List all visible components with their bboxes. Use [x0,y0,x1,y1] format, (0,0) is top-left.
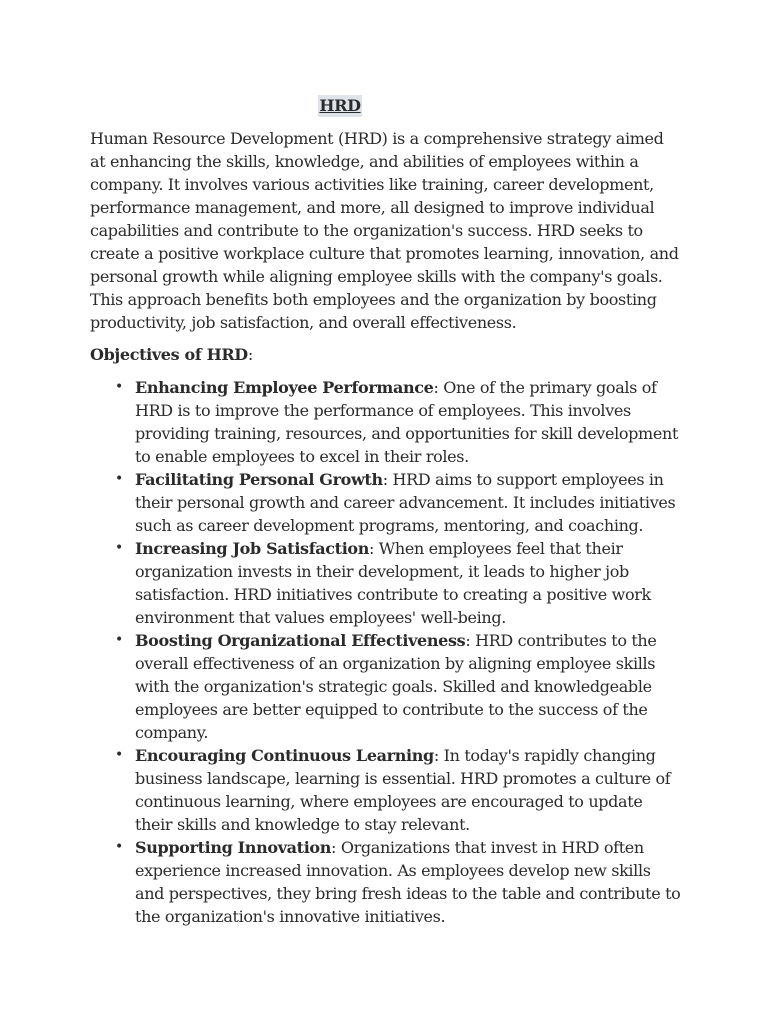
bullet-icon: • [115,540,123,556]
objectives-heading-colon: : [247,345,253,364]
list-item [90,376,682,468]
list-item [90,744,682,836]
objective-text: : One of the primary goals of HRD is to improve the performance of employees. This involves providing training, resources, and opportunities for skill development to enable employees to excel in their roles. [135,378,679,466]
document-page [90,94,682,928]
title-container [0,94,680,120]
objective-text: : In today's rapidly changing business landscape, learning is essential. HRD promotes a culture of continuous learning, where employees are encouraged to update their skills and knowledge to stay relevant. [135,746,671,834]
intro-paragraph: Human Resource Development (HRD) is a comprehensive strategy aimed at enhancing the skills, knowledge, and abilities of employees within a company. It involves various activities like training, career development, performance management, and more, all designed to improve individual capabilities and contribute to the organization's success. HRD seeks to create a positive workplace culture that promotes learning, innovation, and personal growth while aligning employee skills with the company's goals. This approach benefits both employees and the organization by boosting productivity, job satisfaction, and overall effectiveness. [90,129,679,332]
bullet-icon: • [115,471,123,487]
objective-text: : When employees feel that their organization invests in their development, it leads to higher job satisfaction. HRD initiatives contribute to creating a positive work environment that values employees' well-being. [135,539,651,627]
objective-term: Supporting Innovation [135,838,332,857]
objective-text: : HRD contributes to the overall effectiveness of an organization by aligning employee skills with the organization's strategic goals. Skilled and knowledgeable employees are better equipped to contribute to the success of the company. [135,631,657,742]
objective-term: Facilitating Personal Growth [135,470,383,489]
bullet-icon: • [115,632,123,648]
list-item [90,629,682,744]
objective-term: Increasing Job Satisfaction [135,539,370,558]
objective-text: : HRD aims to support employees in their personal growth and career advancement. It includes initiatives such as career development programs, mentoring, and coaching. [135,470,676,535]
bullet-icon: • [115,839,123,855]
objective-text: : Organizations that invest in HRD often experience increased innovation. As employees develop new skills and perspectives, they bring fresh ideas to the table and contribute to the organization's innovative initiatives. [135,838,681,926]
bullet-icon: • [115,379,123,395]
objectives-heading-text: Objectives of HRD [90,345,248,364]
list-item [90,468,682,537]
objective-term: Enhancing Employee Performance [135,378,434,397]
objectives-list [90,376,682,928]
objectives-heading [90,343,682,366]
list-item [90,836,682,928]
document-title: HRD [319,96,361,115]
objective-term: Boosting Organizational Effectiveness [135,631,466,650]
objective-term: Encouraging Continuous Learning [135,746,434,765]
list-item [90,537,682,629]
bullet-icon: • [115,747,123,763]
